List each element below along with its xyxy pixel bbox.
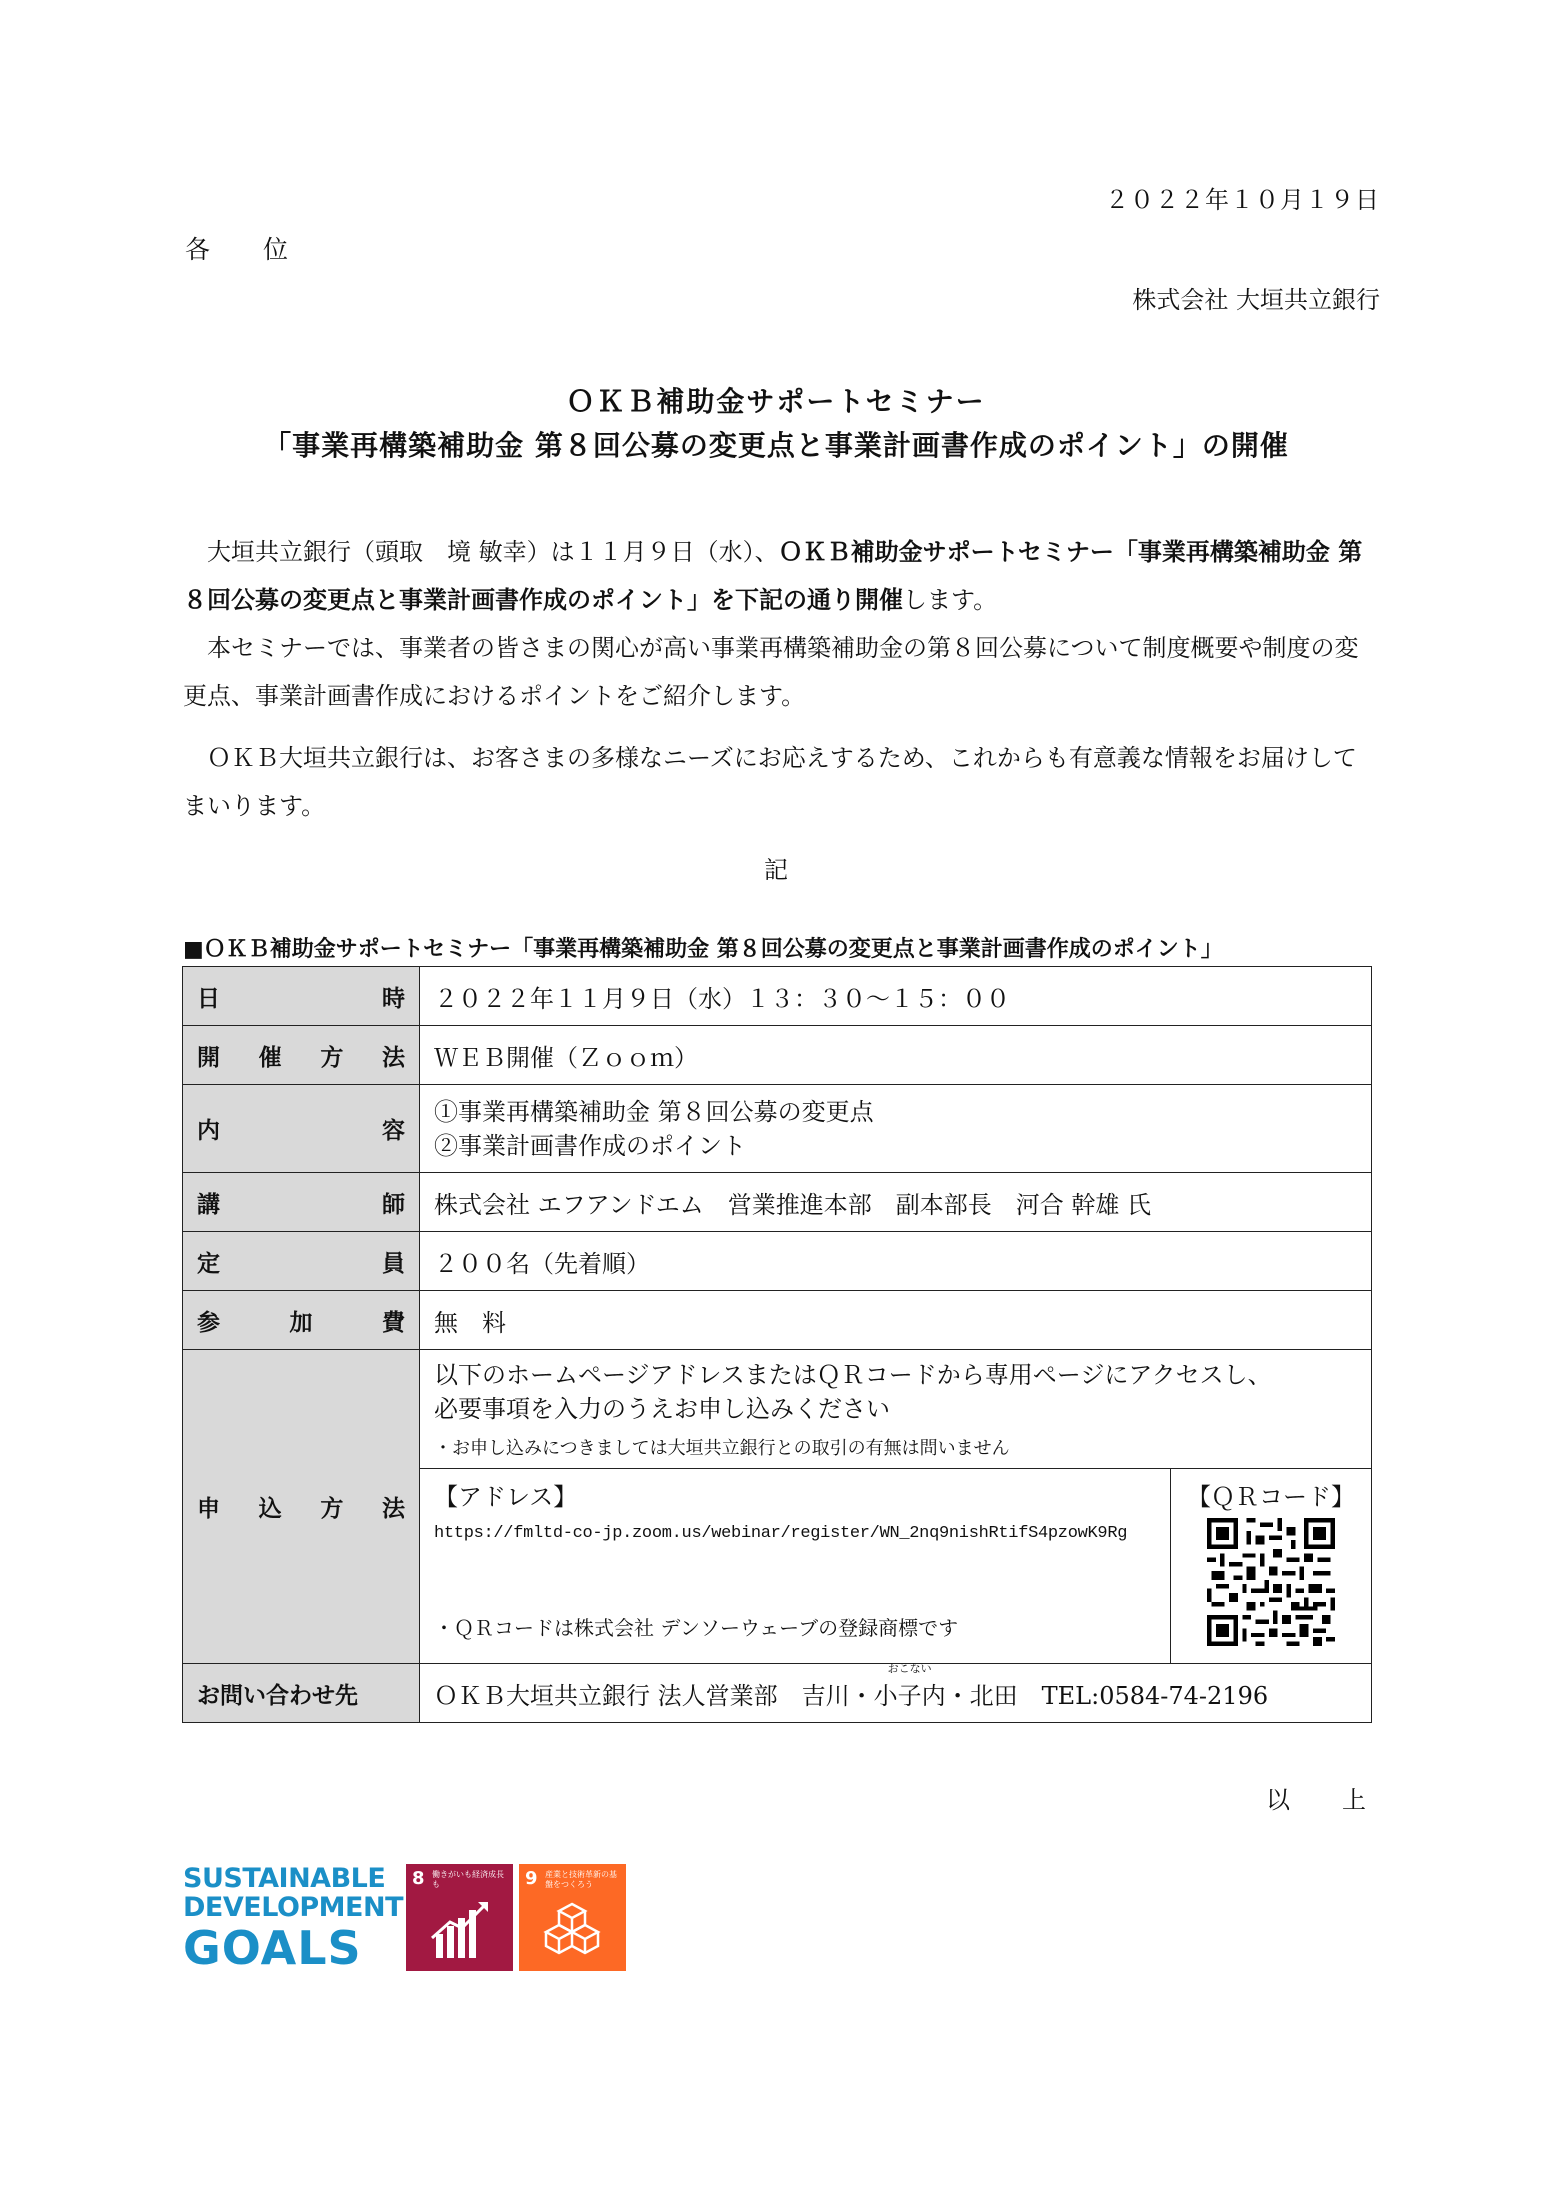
fee-label: 参 加 費 (197, 1309, 405, 1336)
table-row-apply (183, 1350, 1372, 1664)
content-value (420, 1085, 1372, 1173)
method-label: 開 催 方 法 (197, 1044, 405, 1071)
section-heading: ■ＯＫＢ補助金サポートセミナー「事業再構築補助金 第８回公募の変更点と事業計画書作成のポイント」 (183, 937, 1223, 962)
content-label: 内 容 (197, 1118, 405, 1144)
apply-line-2: 必要事項を入力のうえお申し込みください (434, 1395, 890, 1423)
table-row-contact (183, 1664, 1372, 1723)
issuer-name: 株式会社 大垣共立銀行 (1132, 286, 1380, 314)
table-row-fee (183, 1291, 1372, 1350)
body-paragraph-2 (183, 624, 1371, 720)
apply-label: 申 込 方 法 (197, 1496, 405, 1522)
capacity-label: 定 員 (197, 1250, 405, 1277)
table-row-method (183, 1026, 1372, 1085)
p1-tail: します。 (903, 586, 998, 614)
fee-value: 無 料 (420, 1291, 1372, 1350)
sdg-goal-9-icon: 9 産業と技術革新の基盤をつくろう (519, 1864, 626, 1971)
table-row-capacity (183, 1232, 1372, 1291)
closing-mark: 以 上 (1266, 1786, 1380, 1814)
lecturer-label: 講 師 (197, 1191, 405, 1218)
qr-heading: 【ＱＲコード】 (1187, 1483, 1355, 1511)
sdgs-logo: SUSTAINABLE DEVELOPMENT GOALS (183, 1863, 404, 1975)
seminar-info-table (182, 966, 1372, 1723)
p1-plain: 大垣共立銀行（頭取 境 敏幸）は１１月９日（水）、 (207, 538, 779, 566)
sdg-goal-8-icon: 8 働きがいも経済成長も (406, 1864, 513, 1971)
body-paragraph-1 (183, 528, 1371, 624)
table-row-content (183, 1085, 1372, 1173)
method-value: ＷＥＢ開催（Ｚｏｏｍ） (420, 1026, 1372, 1085)
content-item-1: ①事業再構築補助金 第８回公募の変更点 (434, 1097, 874, 1126)
body-paragraph-3 (183, 734, 1371, 830)
contact-ruby: おこない (887, 1661, 932, 1675)
address-url[interactable]: https://fmltd-co-jp.zoom.us/webinar/register/WN_2nq9nishRtifS4pzowK9Rg (434, 1524, 1128, 1543)
capacity-value: ２００名（先着順） (420, 1232, 1372, 1291)
addressee: 各 位 (185, 235, 303, 264)
document-date: ２０２２年１０月１９日 (1105, 186, 1380, 214)
qr-code-image[interactable] (1207, 1518, 1335, 1646)
contact-label: お問い合わせ先 (197, 1682, 358, 1709)
apply-line-1: 以下のホームページアドレスまたはＱＲコードから専用ページにアクセスし、 (434, 1361, 1272, 1389)
table-row-date (183, 967, 1372, 1026)
apply-note: ・お申し込みにつきましては大垣共立銀行との取引の有無は問いません (434, 1438, 1010, 1459)
apply-value (420, 1350, 1372, 1664)
date-label: 日 時 (197, 985, 405, 1012)
date-value: ２０２２年１１月９日（水）１３：３０～１５：００ (420, 967, 1372, 1026)
sdgs-logo-block (183, 1863, 617, 1975)
ki-marker: 記 (764, 856, 788, 884)
content-item-2: ②事業計画書作成のポイント (434, 1131, 746, 1160)
address-heading: 【アドレス】 (434, 1483, 578, 1511)
p2-text: 本セミナーでは、事業者の皆さまの関心が高い事業再構築補助金の第８回公募について制度概要や制度の変更点、事業計画書作成におけるポイントをご紹介します。 (183, 634, 1359, 710)
contact-value: ＯＫＢ大垣共立銀行 法人営業部 吉川・ おこない 小子内・北田 TEL:0584-74-2196 (420, 1664, 1372, 1723)
qr-trademark-note: ・ＱＲコードは株式会社 デンソーウェーブの登録商標です (434, 1616, 959, 1640)
table-row-lecturer (183, 1173, 1372, 1232)
p1-bold: ＯＫＢ補助金サポートセミナー「事業再構築補助金 第８回公募の変更点と事業計画書作成のポイント」を下記の通り開催 (183, 538, 1363, 614)
p3-text: ＯＫＢ大垣共立銀行は、お客さまの多様なニーズにお応えするため、これからも有意義な情報をお届けしてまいります。 (183, 744, 1357, 820)
title-line-1: ＯＫＢ補助金サポートセミナー (566, 385, 986, 418)
title-line-2: 「事業再構築補助金 第８回公募の変更点と事業計画書作成のポイント」の開催 (263, 429, 1289, 462)
lecturer-value: 株式会社 エフアンドエム 営業推進本部 副本部長 河合 幹雄 氏 (420, 1173, 1372, 1232)
